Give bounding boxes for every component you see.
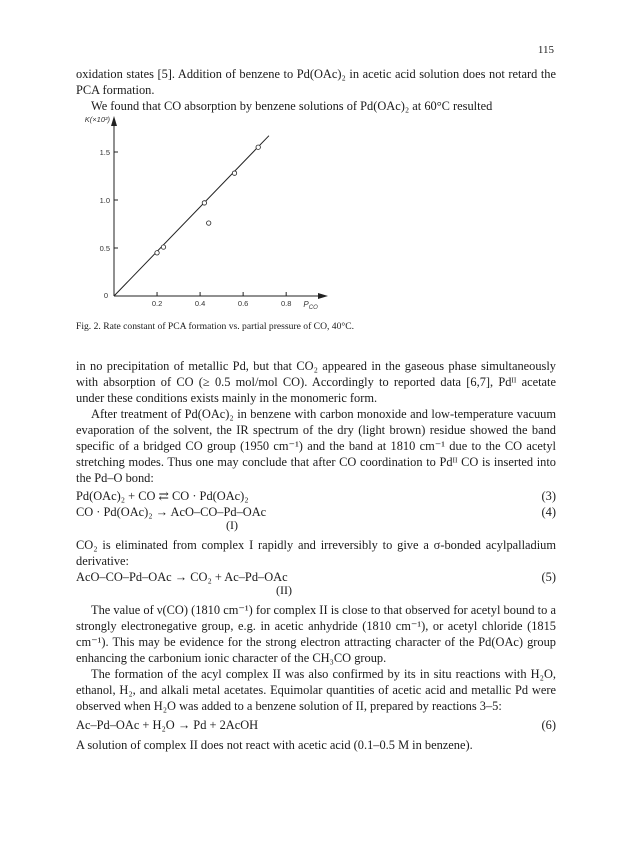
equation-4-label: (I): [226, 518, 238, 532]
data-point: [161, 245, 165, 249]
y-axis-label: K(×10²): [84, 115, 110, 124]
equation-4-number: (4): [541, 505, 556, 519]
data-point: [155, 251, 159, 255]
page-number: 115: [537, 44, 554, 56]
paragraph-oxidation: oxidation states [5]. Addition of benzene to Pd(OAc)₂ in acetic acid solution does not retard the PCA formation.: [76, 67, 556, 97]
equation-6: [76, 717, 556, 733]
main-text: [76, 358, 556, 753]
paragraph-acyl-complex: The formation of the acyl complex II was also confirmed by its in situ reactions with H₂O, ethanol, H₂, and alkali metal acetates. Equimolar quantities of acetic acid and metallic Pd were observed when H₂O was added to a benzene solution of II, prepared by reactions 3–5:: [76, 667, 556, 713]
y-tick-label: 0.5: [99, 244, 110, 253]
x-tick-label: 0.8: [280, 299, 292, 308]
equation-6-number: (6): [541, 718, 556, 732]
paragraph-ir-spectrum: After treatment of Pd(OAc)₂ in benzene with carbon monoxide and low-temperature vacuum evaporation of the solvent, the IR spectrum of the dry (light brown) residue showed the band specific of a bridged CO group (1950 cm⁻¹) and the band at 1810 cm⁻¹ due to the CO acetyl stretching modes. Thus one may conclude that after CO coordination to Pdᴵᴵ CO is inserted into the Pd–O bond:: [76, 407, 556, 485]
y-tick-label: 1.5: [99, 148, 110, 157]
paragraph-acetic-acid: A solution of complex II does not react with acetic acid (0.1–0.5 M in benzene).: [76, 738, 473, 752]
x-tick-label: 0.6: [237, 299, 249, 308]
paragraph-co-absorption-start: We found that CO absorption by benzene solutions of Pd(OAc)₂ at 60°C resulted: [91, 99, 493, 113]
equation-5: [76, 569, 556, 585]
intro-text: [76, 66, 556, 114]
equation-4-text: CO · Pd(OAc)₂ → AcO–CO–Pd–OAc: [76, 505, 267, 519]
x-tick-label: 0.4: [194, 299, 206, 308]
paragraph-co2-eliminated: CO₂ is eliminated from complex I rapidly and irreversibly to give a σ-bonded acylpalladium derivative:: [76, 538, 556, 568]
origin-label: 0: [103, 291, 108, 300]
paragraph-co2-gaseous: in no precipitation of metallic Pd, but that CO₂ appeared in the gaseous phase simultaneously with absorption of CO (≥ 0.5 mol/mol CO). Accordingly to reported data [6,7], Pdᴵᴵ acetate under these conditions exists mainly in the monomeric form.: [76, 359, 556, 405]
equation-6-text: Ac–Pd–OAc + H₂O → Pd + 2AcOH: [76, 718, 259, 732]
equation-5-text: AcO–CO–Pd–OAc → CO₂ + Ac–Pd–OAc: [76, 570, 288, 584]
x-axis-arrow: [318, 293, 328, 299]
fit-line: [114, 136, 269, 296]
y-axis-arrow: [111, 116, 117, 126]
y-tick-label: 1.0: [99, 196, 110, 205]
equation-3: [76, 488, 556, 504]
data-point: [206, 221, 210, 225]
x-axis-label: $P_{CO}$: [303, 300, 318, 311]
figure-caption: Fig. 2. Rate constant of PCA formation vs. partial pressure of CO, 40°C.: [76, 321, 355, 332]
equation-5-label: (II): [276, 583, 292, 597]
equation-4: [76, 504, 556, 520]
data-point: [202, 201, 206, 205]
data-point: [232, 171, 236, 175]
paragraph-nu-co: The value of ν(CO) (1810 cm⁻¹) for complex II is close to that observed for acetyl bound to a strongly electronegative group, e.g. in acetic anhydride (1810 cm⁻¹), or acetyl chloride (1815 cm⁻¹). This may be evidence for the strong electron attracting character of the Pd(OAc) group enhancing the carbonium ionic character of the CH₃CO group.: [76, 603, 556, 665]
equation-3-text: Pd(OAc)₂ + CO ⇄ CO · Pd(OAc)₂: [76, 489, 249, 503]
equation-5-number: (5): [541, 570, 556, 584]
data-point: [256, 145, 260, 149]
equation-3-number: (3): [541, 489, 556, 503]
x-tick-label: 0.2: [151, 299, 163, 308]
